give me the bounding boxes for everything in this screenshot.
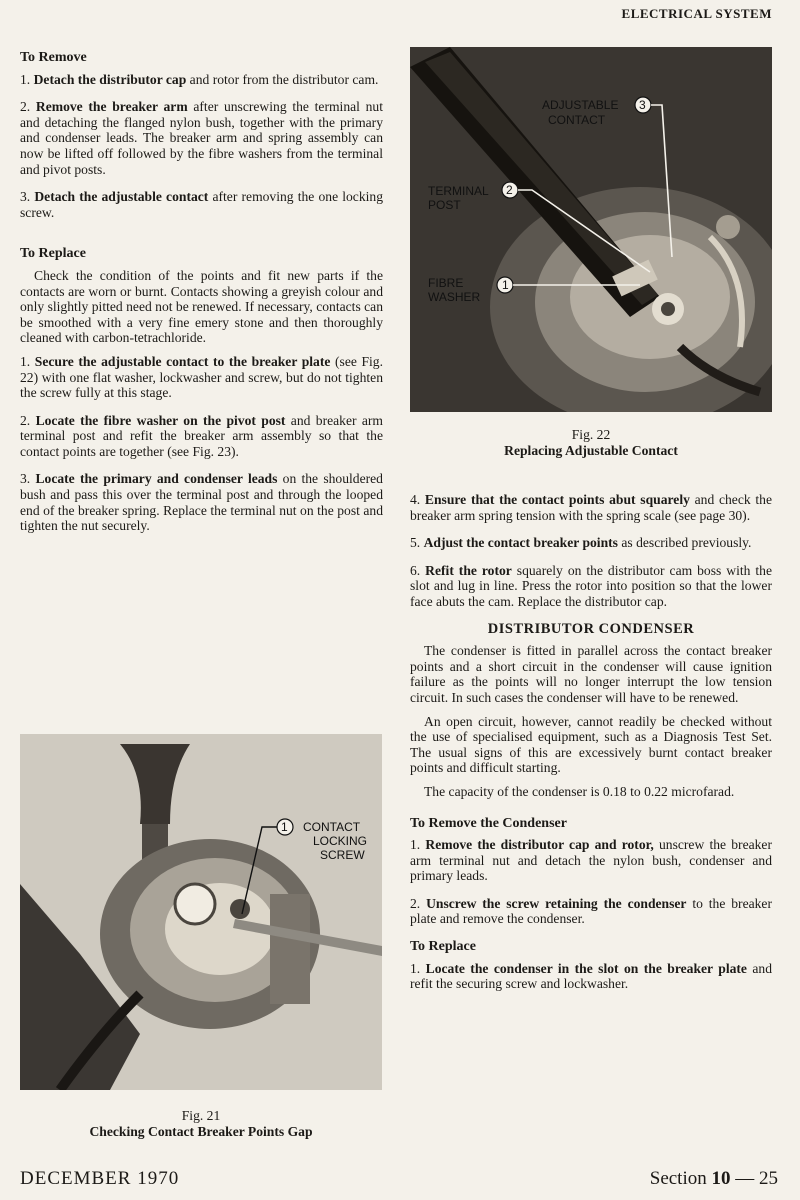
fig21-callout-label-line1: CONTACT [303, 820, 361, 834]
left-column [20, 50, 383, 546]
remove-condenser-heading: To Remove the Condenser [410, 815, 567, 831]
replace-intro: Check the condition of the points and fit new parts if the contacts are worn or burnt. Contacts showing a greyish colour and only slightly pitted need not be renewed. If necessary, contacts can be smoothed with a very fine emery stone and then thoroughly cleaned with carbon-tetrachloride. [20, 267, 384, 346]
replace-condenser-step-1: 1. Locate the condenser in the slot on the breaker plate and refit the securing screw and lockwasher. [410, 960, 772, 992]
remove-condenser-step-2: 2. Unscrew the screw retaining the condenser to the breaker plate and remove the condenser. [410, 895, 772, 927]
footer-date: DECEMBER 1970 [20, 1168, 180, 1189]
remove-step-3: 3. Detach the adjustable contact after removing the one locking screw. [20, 189, 384, 220]
fig21-label: Fig. 21 [181, 1108, 221, 1123]
condenser-para-2: An open circuit, however, cannot readily be checked without the use of specialised equipment, such as a Diagnosis Test Set. The usual signs of this are excessively burnt contact breaker points and difficult starting. [410, 713, 772, 776]
condenser-para-3: The capacity of the condenser is 0.18 to 0.22 microfarad. [424, 783, 735, 799]
replace-step-1: 1. Secure the adjustable contact to the breaker plate (see Fig. 22) with one flat washer, lockwasher and screw, but do not tighten the screw fully at this stage. [20, 353, 384, 401]
fig22-callout-2-num: 2 [506, 183, 513, 197]
fig21-photo [20, 734, 382, 1090]
remove-step-1: 1. Detach the distributor cap and rotor from the distributor cam. [20, 71, 379, 87]
replace-step-6: 6. Refit the rotor squarely on the distributor cam boss with the slot and lug in line. Press the rotor into position so that the lower face abuts the cam. Replace the distributor cap. [410, 562, 773, 609]
fig22-callout-2-label-line2: POST [428, 198, 461, 212]
replace-step-3: 3. Locate the primary and condenser leads on the shouldered bush and pass this over the terminal post and through the looped end of the breaker spring. Replace the terminal nut on the post and tighten the nut securely. [20, 471, 383, 534]
remove-condenser-step-1: 1. Remove the distributor cap and rotor, unscrew the breaker arm terminal nut and detach the nylon bush, condenser and primary leads. [410, 837, 772, 884]
fig22-callout-1-label-line2: WASHER [428, 290, 481, 304]
fig22-caption: Replacing Adjustable Contact [504, 443, 678, 458]
footer-page: Section 10 — 25 [649, 1168, 778, 1189]
replace-step-5: 5. Adjust the contact breaker points as described previously. [410, 535, 752, 551]
distributor-condenser-heading: DISTRIBUTOR CONDENSER [487, 620, 695, 637]
remove-step-2: 2. Remove the breaker arm after unscrewing the terminal nut and detaching the flanged nylon bush, together with the primary and condenser leads. The breaker arm and spring assembly can now be lifted off followed by the fibre washers from the terminal and pivot posts. [20, 99, 383, 177]
fig21-caption: Checking Contact Breaker Points Gap [89, 1124, 313, 1139]
condenser-para-1: The condenser is fitted in parallel across the contact breaker points and a short circuit in the condenser will cause ignition failure as the points will no longer interrupt the low tension circuit. In such cases the condenser will have to be renewed. [410, 643, 772, 705]
fig21-callout-num: 1 [281, 820, 288, 834]
fig22-callout-3-label-line1: ADJUSTABLE [542, 98, 619, 112]
replace-step-2: 2. Locate the fibre washer on the pivot post and breaker arm terminal post and refit the breaker arm assembly so that the contact points are together (see Fig. 23). [20, 412, 384, 459]
replace-step-4: 4. Ensure that the contact points abut squarely and check the breaker arm spring tension with the spring scale (see page 30). [410, 492, 772, 523]
running-header: ELECTRICAL SYSTEM [621, 6, 772, 21]
fig22-callout-1-label-line1: FIBRE [428, 276, 464, 290]
fig22-callout-1-num: 1 [502, 278, 509, 292]
fig22-callout-2-label-line1: TERMINAL [428, 184, 489, 198]
fig22-photo [410, 47, 772, 412]
replace-condenser-heading: To Replace [410, 939, 476, 955]
fig22-callout-3-label-line2: CONTACT [548, 113, 606, 127]
fig21-callout-label-line2: LOCKING [313, 834, 368, 848]
fig22-caption-block [410, 427, 772, 459]
fig22-callout-3-num: 3 [639, 98, 646, 112]
right-column [410, 492, 772, 1004]
to-remove-heading: To Remove [20, 50, 87, 65]
fig21-caption-block [20, 1108, 382, 1140]
fig21-callout-label-line3: SCREW [320, 848, 365, 862]
fig22-label: Fig. 22 [571, 427, 611, 442]
to-replace-heading: To Replace [20, 246, 86, 262]
